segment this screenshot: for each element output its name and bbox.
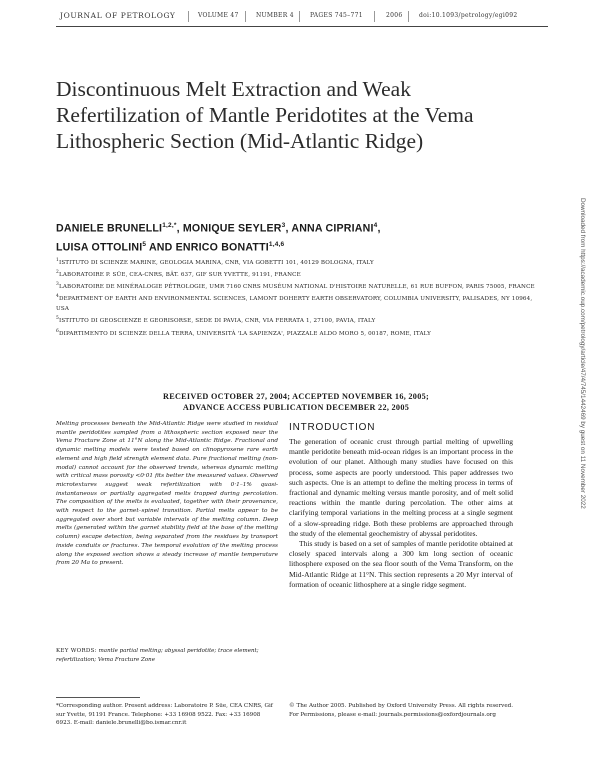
journal-name: JOURNAL OF PETROLOGY [60, 11, 176, 20]
download-watermark-text: Downloaded from https://academic.oup.com/petrology/article/47/4/745/1442469 by guest on 11 November 2022 [579, 198, 586, 509]
author-list [56, 218, 536, 255]
header-divider [299, 11, 300, 22]
affiliation-item [56, 327, 538, 339]
introduction-paragraph: The generation of oceanic crust through partial melting of upwelling mantle peridotite beneath mid-ocean ridges is an important process in the evolution of our planet. Although many studies have focused on this process, some aspects are poorly understood. This paper addresses two such aspects. One is an attempt to define the melting process in terms of fractional and dynamic melting versus mantle porosity, and of melt solid reactions within the mantle during percolation. The other aims at clarifying temporal variations in the melting process at a single segment of a slow-spreading ridge. Both these problems are approached through the study of the elemental geochemistry of abyssal peridotites. [289, 437, 513, 538]
author-name: MONIQUE SEYLER [182, 222, 282, 235]
affiliation-number: 5 [56, 316, 59, 322]
advance-access-line: ADVANCE ACCESS PUBLICATION DECEMBER 22, 2005 [182, 403, 410, 412]
footnote-rule [56, 697, 140, 698]
author-affiliation-marker: 1,4,6 [268, 240, 285, 248]
running-header [56, 12, 548, 26]
affiliation-text: DEPARTMENT OF EARTH AND ENVIRONMENTAL SCIENCES, LAMONT DOHERTY EARTH OBSERVATORY, COLUMBIA UNIVERSITY, PALISADES, NY 10964, USA [56, 296, 533, 313]
header-divider [408, 11, 409, 22]
received-line: RECEIVED OCTOBER 27, 2004; ACCEPTED NOVEMBER 16, 2005; [162, 392, 430, 401]
affiliation-text: LABORATOIRE P. SÜE, CEA-CNRS, BÂT. 637, GIF SUR YVETTE, 91191, FRANCE [58, 271, 301, 278]
download-watermark [576, 198, 588, 738]
received-dates [56, 391, 536, 413]
affiliation-item [56, 314, 538, 326]
affiliation-number: 6 [56, 328, 59, 334]
affiliation-item [56, 268, 538, 280]
introduction-heading: INTRODUCTION [289, 422, 376, 433]
affiliation-text: LABORATOIRE DE MINÉRALOGIE PÉTROLOGIE, UMR 7160 CNRS MUSÉUM NATIONAL D'HISTOIRE NATURELLE, 61 RUE BUFFON, PARIS 75005, FRANCE [58, 283, 535, 290]
affiliation-item [56, 256, 538, 268]
affiliation-item [56, 280, 538, 292]
author-affiliation-marker: 5 [142, 240, 147, 248]
author-separator: , [176, 222, 183, 235]
affiliation-number: 1 [56, 258, 59, 263]
header-divider [188, 11, 189, 22]
author-separator: , [377, 222, 381, 235]
author-name: ENRICO BONATTI [175, 241, 269, 254]
affiliation-text: DIPARTIMENTO DI SCIENZE DELLA TERRA, UNIVERSITÀ 'LA SAPIENZA', PIAZZALE ALDO MORO 5, 00187, ROME, ITALY [58, 330, 432, 337]
keywords-text: mantle partial melting; abyssal peridotite; trace element; refertilization; Vema Fracture Zone [56, 648, 259, 663]
author-affiliation-marker: 3 [281, 222, 286, 229]
copyright-notice: © The Author 2005. Published by Oxford University Press. All rights reserved. For Permissions, please e-mail: journals.permissions@oxfordjournals.org [289, 703, 513, 718]
affiliation-list [56, 256, 538, 339]
header-divider [374, 11, 375, 22]
header-divider [245, 11, 246, 22]
author-separator: , [285, 222, 292, 235]
corresponding-author-footnote: *Corresponding author. Present address: Laboratoire P. Süe, CEA CNRS, Gif sur Yvette, 91191 France. Telephone: +33 16908 9522. Fax: +33 16908 6923. E-mail: daniele.brunelli@bo.ismar.cnr.it [56, 703, 273, 727]
article-title: Discontinuous Melt Extraction and Weak Refertilization of Mantle Peridotites at the Vema Lithospheric Section (Mid-Atlantic Ridge) [56, 77, 474, 153]
author-conjunction: AND [146, 241, 176, 254]
introduction-paragraph: This study is based on a set of samples of mantle peridotite obtained at closely spaced intervals along a 300 km long section of oceanic lithosphere exposed on the sea floor south of the Vema Transform, on the Mid-Atlantic Ridge at 11°N. This section represents a 20 Myr interval of formation of oceanic lithosphere at a single ridge segment. [289, 539, 513, 589]
issue-number: NUMBER 4 [256, 12, 294, 19]
affiliation-number: 4 [56, 294, 59, 300]
keywords-label: KEY WORDS: [56, 648, 97, 654]
abstract: Melting processes beneath the Mid-Atlantic Ridge were studied in residual mantle peridotites sampled from a lithospheric section exposed near the Vema Fracture Zone at 11°N along the Mid-Atlantic Ridge. Fractional and dynamic melting models were tested based on clinopyroxene rare earth element and high field strength element data. Pure fractional melting (non-modal) cannot account for the observed trends, whereas dynamic melting with critical mass porosity <0·01 fits better the measured values. Observed microtextures suggest weak refertilization with 0·1–1% quasi-instantaneous or partially aggregated melts trapped during percolation. The composition of the melts is evaluated, together with their provenance, with respect to the garnet–spinel transition. Partial melts appear to be aggregated over short but variable intervals of the melting column. Deep melts (generated within the garnet stability field at the base of the melting column) escape detection, being separated from the residues by transport inside conduits or fractures. The temporal evolution of the melting process along the exposed section shows a steady increase of mantle temperature from 20 Ma to present. [56, 421, 278, 567]
introduction-body [289, 437, 513, 590]
author-affiliation-marker: 1,2,* [162, 222, 177, 229]
affiliation-text: ISTITUTO DI SCIENZE MARINE, GEOLOGIA MARINA, CNR, VIA GOBETTI 101, 40129 BOLOGNA, ITALY [58, 259, 374, 266]
author-affiliation-marker: 4 [373, 222, 378, 229]
publication-year: 2006 [386, 12, 403, 19]
keywords [56, 647, 278, 664]
header-rule [56, 26, 548, 27]
affiliation-number: 2 [56, 270, 59, 276]
affiliation-text: ISTITUTO DI GEOSCIENZE E GEORISORSE, SEDE DI PAVIA, CNR, VIA FERRATA 1, 27100, PAVIA, ITALY [58, 318, 376, 325]
author-name: ANNA CIPRIANI [291, 222, 374, 235]
volume-label: VOLUME 47 [198, 12, 239, 19]
author-name: LUISA OTTOLINI [56, 241, 143, 254]
affiliation-item [56, 292, 538, 314]
affiliation-number: 3 [56, 282, 59, 288]
page-range: PAGES 745–771 [310, 12, 363, 19]
doi-link[interactable]: doi:10.1093/petrology/egi092 [419, 12, 518, 19]
author-name: DANIELE BRUNELLI [56, 222, 163, 235]
